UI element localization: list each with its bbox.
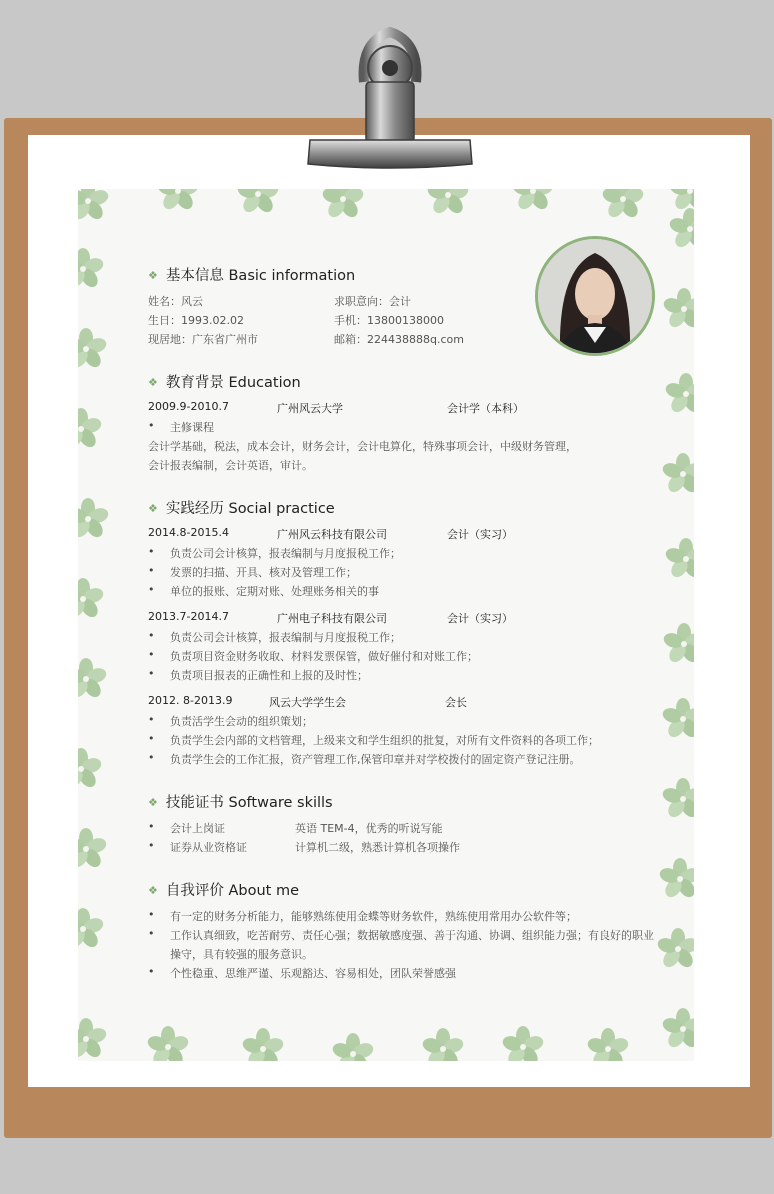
section-skills-title: ❖ 技能证书 Software skills bbox=[148, 795, 333, 811]
bullet-icon: • bbox=[148, 839, 155, 852]
diamond-flower-icon: ❖ bbox=[148, 796, 158, 809]
diamond-flower-icon: ❖ bbox=[148, 269, 158, 282]
job-org: 风云大学学生会 bbox=[269, 696, 346, 709]
section-basic-info-title: ❖ 基本信息 Basic information bbox=[148, 268, 356, 284]
bullet-icon: • bbox=[148, 419, 155, 432]
location-field: 现居地：广东省广州市 bbox=[148, 333, 258, 346]
education-courses-line2: 会计报表编制，会计英语，审计。 bbox=[148, 459, 313, 472]
bullet-icon: • bbox=[148, 820, 155, 833]
job-role: 会计（实习） bbox=[447, 528, 513, 541]
bullet-icon: • bbox=[148, 908, 155, 921]
birthday-field: 生日：1993.02.02 bbox=[148, 314, 244, 327]
about-item: 个性稳重、思维严谨、乐观豁达、容易相处，团队荣誉感强 bbox=[170, 967, 456, 980]
bullet-icon: • bbox=[148, 545, 155, 558]
bullet-icon: • bbox=[148, 965, 155, 978]
about-item: 工作认真细致，吃苦耐劳、责任心强；数据敏感度强、善于沟通、协调、组织能力强；有良好的职业 bbox=[170, 929, 654, 942]
name-field: 姓名：风云 bbox=[148, 295, 203, 308]
job-role: 会长 bbox=[445, 696, 467, 709]
phone-field: 手机：13800138000 bbox=[334, 314, 444, 327]
email-field: 邮箱：224438888q.com bbox=[334, 333, 464, 346]
bullet-icon: • bbox=[148, 629, 155, 642]
education-courses-line1: 会计学基础，税法，成本会计，财务会计，会计电算化，特殊事项会计，中级财务管理， bbox=[148, 440, 577, 453]
section-practice-title: ❖ 实践经历 Social practice bbox=[148, 501, 335, 517]
diamond-flower-icon: ❖ bbox=[148, 502, 158, 515]
about-item: 有一定的财务分析能力，能够熟练使用金蝶等财务软件，熟练使用常用办公软件等； bbox=[170, 910, 577, 923]
bullet-icon: • bbox=[148, 648, 155, 661]
job-item: 负责活学生会动的组织策划； bbox=[170, 715, 313, 728]
bullet-icon: • bbox=[148, 732, 155, 745]
skill-cert: 会计上岗证 bbox=[170, 822, 225, 835]
job-period: 2014.8-2015.4 bbox=[148, 526, 229, 539]
skill-detail: 英语 TEM-4，优秀的听说写能 bbox=[295, 822, 443, 835]
job-item: 负责项目资金财务收取、材料发票保管，做好催付和对账工作； bbox=[170, 650, 478, 663]
bullet-icon: • bbox=[148, 583, 155, 596]
job-item: 负责公司会计核算，报表编制与月度报税工作； bbox=[170, 631, 401, 644]
bullet-icon: • bbox=[148, 927, 155, 940]
job-org: 广州风云科技有限公司 bbox=[277, 528, 387, 541]
education-period: 2009.9-2010.7 bbox=[148, 400, 229, 413]
bullet-icon: • bbox=[148, 667, 155, 680]
intent-field: 求职意向：会计 bbox=[334, 295, 411, 308]
diamond-flower-icon: ❖ bbox=[148, 376, 158, 389]
skill-cert: 证券从业资格证 bbox=[170, 841, 247, 854]
bullet-icon: • bbox=[148, 751, 155, 764]
job-period: 2013.7-2014.7 bbox=[148, 610, 229, 623]
job-item: 负责学生会内部的文档管理，上级来文和学生组织的批复，对所有文件资料的各项工作； bbox=[170, 734, 599, 747]
section-education-title: ❖ 教育背景 Education bbox=[148, 375, 301, 391]
job-item: 单位的报账、定期对账、处理账务相关的事 bbox=[170, 585, 379, 598]
job-item: 负责项目报表的正确性和上报的及时性； bbox=[170, 669, 368, 682]
education-school: 广州风云大学 bbox=[277, 402, 343, 415]
education-bullet: 主修课程 bbox=[170, 421, 214, 434]
skill-detail: 计算机二级，熟悉计算机各项操作 bbox=[295, 841, 460, 854]
job-role: 会计（实习） bbox=[447, 612, 513, 625]
bullet-icon: • bbox=[148, 564, 155, 577]
bullet-icon: • bbox=[148, 713, 155, 726]
education-major: 会计学（本科） bbox=[447, 402, 524, 415]
job-item: 负责学生会的工作汇报，资产管理工作,保管印章并对学校拨付的固定资产登记注册。 bbox=[170, 753, 581, 766]
section-about-title: ❖ 自我评价 About me bbox=[148, 883, 300, 899]
job-item: 发票的扫描、开具、核对及管理工作； bbox=[170, 566, 357, 579]
about-item-continued: 操守，具有较强的服务意识。 bbox=[170, 948, 313, 961]
job-item: 负责公司会计核算，报表编制与月度报税工作； bbox=[170, 547, 401, 560]
job-period: 2012. 8-2013.9 bbox=[148, 694, 233, 707]
job-org: 广州电子科技有限公司 bbox=[277, 612, 387, 625]
diamond-flower-icon: ❖ bbox=[148, 884, 158, 897]
